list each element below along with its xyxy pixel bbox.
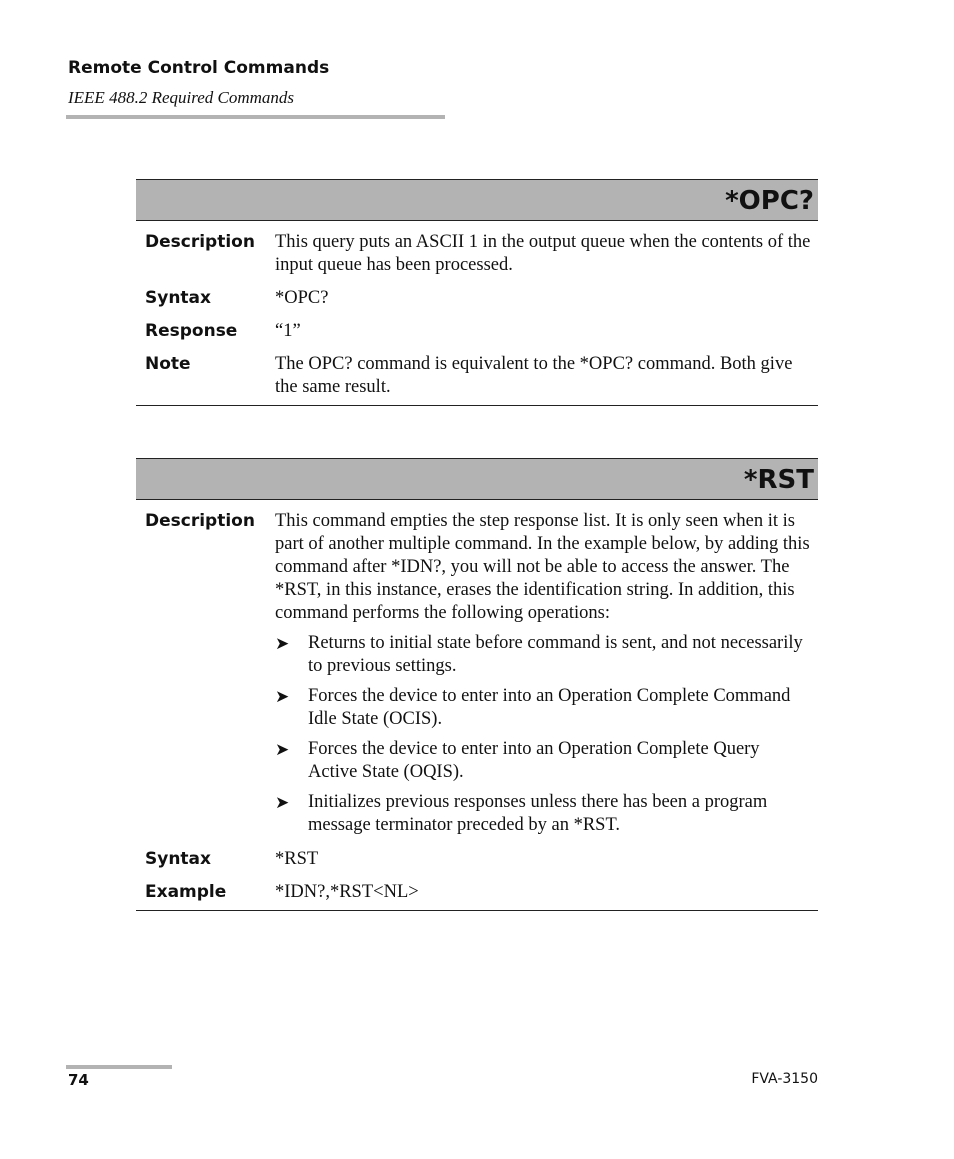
arrow-bullet-icon: ➤ — [275, 740, 290, 759]
list-item-text: Forces the device to enter into an Operation Complete Command Idle State (OCIS). — [308, 686, 791, 729]
header-rule — [66, 115, 445, 119]
opc-syntax-row — [136, 287, 818, 310]
rst-description-label: Description — [145, 511, 255, 531]
opc-command-title: *OPC? — [725, 186, 814, 216]
rst-example-row — [136, 881, 818, 904]
opc-description-label: Description — [145, 232, 255, 252]
page-number: 74 — [68, 1071, 89, 1089]
rst-description-text: This command empties the step response list. It is only seen when it is part of another multiple command. In the example below, by adding this command after *IDN?, you will not be able to access the answer. The *RST, in this instance, erases the identification string. In addition, this command performs the following operations: — [275, 511, 810, 623]
opc-syntax-label: Syntax — [145, 288, 211, 308]
opc-note-text: The OPC? command is equivalent to the *OPC? command. Both give the same result. — [275, 354, 793, 397]
rst-example-text: *IDN?,*RST<NL> — [275, 882, 419, 902]
opc-command-block — [136, 179, 818, 406]
list-item — [275, 791, 812, 837]
opc-note-label: Note — [145, 354, 191, 374]
opc-response-row — [136, 320, 818, 343]
list-item-text: Returns to initial state before command is sent, and not necessarily to previous settings. — [308, 633, 803, 676]
rst-example-label: Example — [145, 882, 227, 902]
opc-command-heading-bar — [136, 179, 818, 221]
list-item — [275, 685, 812, 731]
list-item-text: Forces the device to enter into an Operation Complete Query Active State (OQIS). — [308, 739, 760, 782]
rst-description — [275, 510, 818, 844]
rst-syntax-row — [136, 848, 818, 871]
rst-description-row — [136, 510, 818, 844]
rst-syntax-label: Syntax — [145, 849, 211, 869]
footer-rule — [66, 1065, 172, 1069]
rst-command-block — [136, 458, 818, 911]
rst-command-heading-bar — [136, 458, 818, 500]
rst-operations-list — [275, 632, 812, 837]
opc-syntax-text: *OPC? — [275, 288, 329, 308]
opc-description-row — [136, 231, 818, 277]
header-title: Remote Control Commands — [68, 58, 330, 78]
arrow-bullet-icon: ➤ — [275, 793, 290, 812]
opc-response-label: Response — [145, 321, 238, 341]
opc-note-row — [136, 353, 818, 399]
product-name: FVA-3150 — [751, 1071, 818, 1087]
rst-syntax-text: *RST — [275, 849, 319, 869]
arrow-bullet-icon: ➤ — [275, 687, 290, 706]
list-item-text: Initializes previous responses unless there has been a program message terminator preceded by an *RST. — [308, 792, 768, 835]
list-item — [275, 738, 812, 784]
page-header — [68, 58, 329, 108]
rst-command-title: *RST — [743, 465, 814, 495]
opc-response-text: “1” — [275, 321, 301, 341]
list-item — [275, 632, 812, 678]
header-subtitle: IEEE 488.2 Required Commands — [68, 88, 295, 107]
opc-description-text: This query puts an ASCII 1 in the output queue when the contents of the input queue has been processed. — [275, 232, 811, 275]
arrow-bullet-icon: ➤ — [275, 634, 290, 653]
